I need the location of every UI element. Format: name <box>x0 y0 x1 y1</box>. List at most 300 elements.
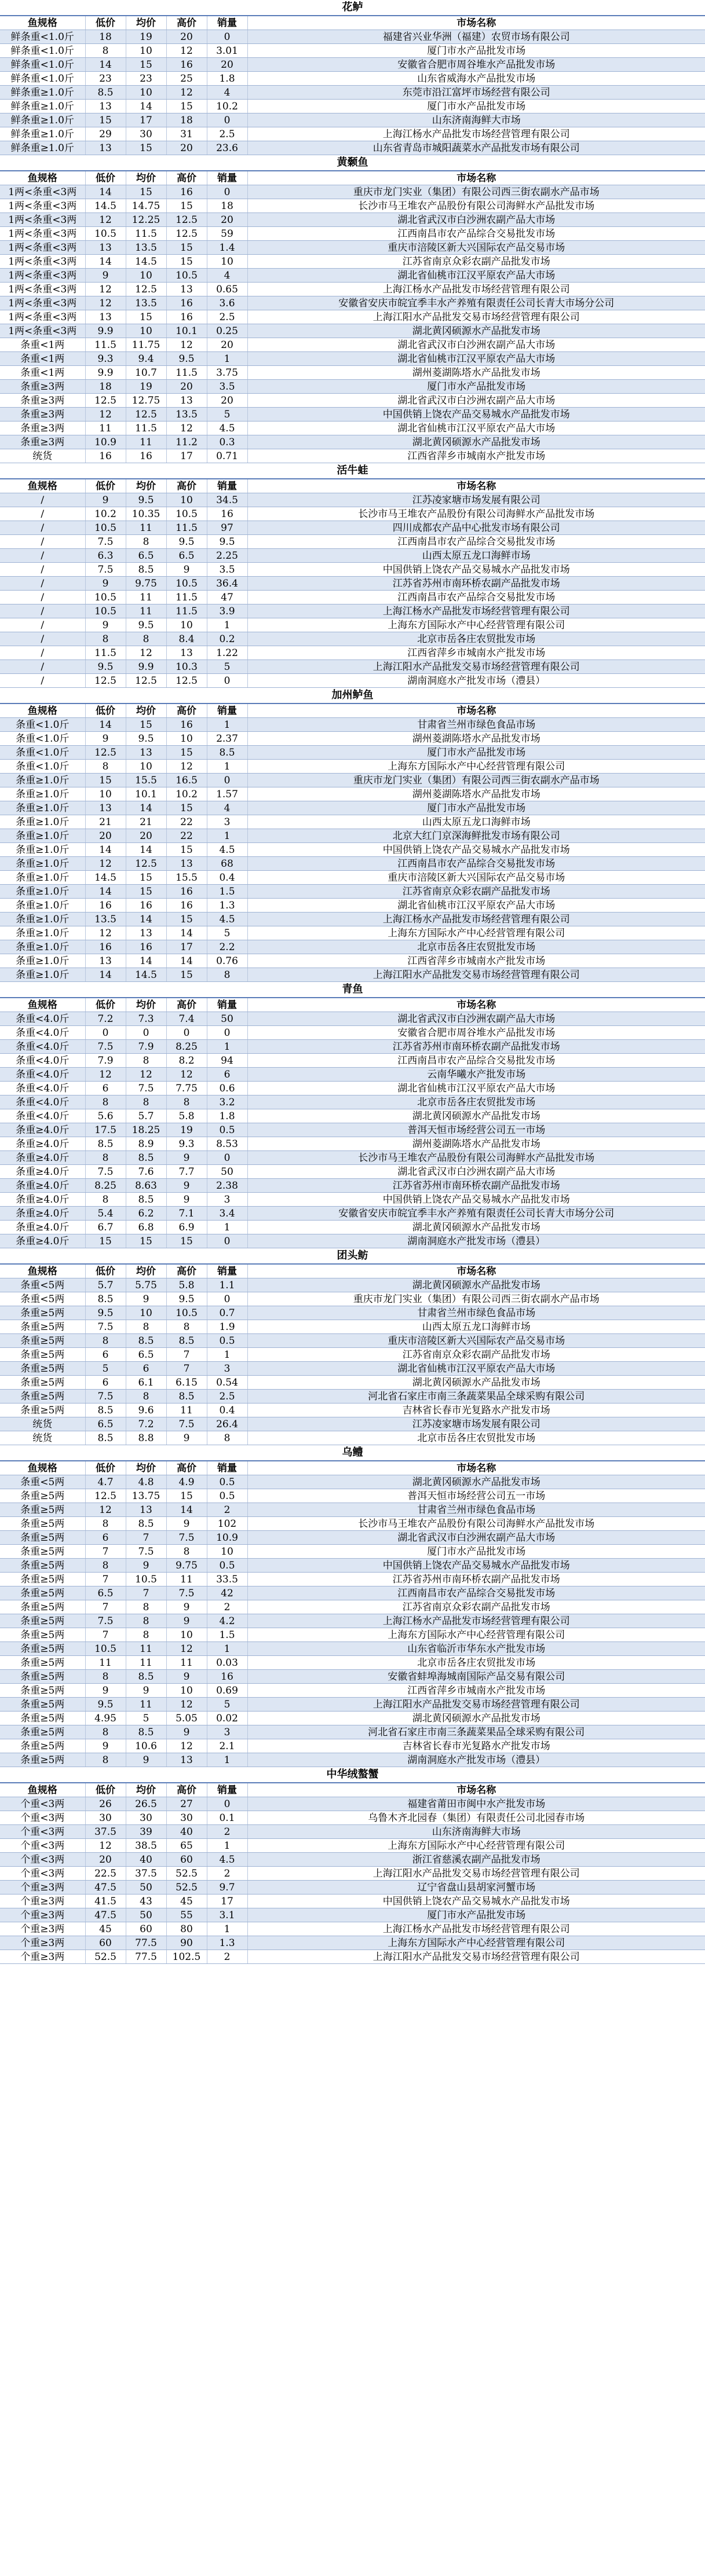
market-name: 山东济南海鲜大市场 <box>247 113 705 127</box>
low-price: 18 <box>85 380 126 394</box>
fish-spec: 条重<1两 <box>0 352 85 366</box>
avg-price: 7.2 <box>126 1417 166 1431</box>
sales-volume: 50 <box>207 1165 247 1179</box>
sales-volume: 2.2 <box>207 940 247 954</box>
sales-volume: 0.5 <box>207 1123 247 1137</box>
high-price: 15 <box>166 199 207 213</box>
high-price: 15 <box>166 241 207 255</box>
high-price: 40 <box>166 1825 207 1839</box>
sales-volume: 1.8 <box>207 1109 247 1123</box>
sales-volume: 8 <box>207 968 247 982</box>
low-price: 13 <box>85 241 126 255</box>
high-price: 9 <box>166 1431 207 1445</box>
table-row <box>0 1881 705 1895</box>
low-price: 8 <box>85 1753 126 1767</box>
low-price: 7.9 <box>85 1054 126 1068</box>
volume-header: 销量 <box>207 1264 247 1278</box>
market-name: 上海江阳水产品批发交易市场经营管理有限公司 <box>247 1698 705 1712</box>
table-row <box>0 255 705 269</box>
low-price-header: 低价 <box>85 479 126 493</box>
fish-spec: 1两<条重<3两 <box>0 324 85 338</box>
low-price: 7.5 <box>85 1320 126 1334</box>
table-row <box>0 1656 705 1670</box>
table-row <box>0 1234 705 1248</box>
market-name: 安徽省蚌埠海城南国际产品交易有限公司 <box>247 1670 705 1684</box>
fish-spec: 鲜条重≥1.0斤 <box>0 127 85 141</box>
sales-volume: 0.69 <box>207 1684 247 1698</box>
high-price: 55 <box>166 1908 207 1922</box>
low-price: 10.9 <box>85 435 126 449</box>
header-row <box>0 479 705 493</box>
fish-spec: / <box>0 507 85 521</box>
sales-volume: 5 <box>207 660 247 674</box>
low-price: 9 <box>85 1739 126 1753</box>
market-name: 重庆市涪陵区新大兴国际农产品交易市场 <box>247 241 705 255</box>
table-row <box>0 1614 705 1628</box>
avg-price: 16 <box>126 940 166 954</box>
fish-spec: 条重≥5两 <box>0 1586 85 1600</box>
sales-volume: 5 <box>207 408 247 422</box>
sales-volume: 59 <box>207 227 247 241</box>
high-price: 12.5 <box>166 674 207 688</box>
table-row <box>0 1853 705 1867</box>
table-row <box>0 774 705 787</box>
market-name: 湖北黄冈硕源水产品批发市场 <box>247 1278 705 1292</box>
avg-price: 10 <box>126 760 166 774</box>
avg-price: 13.5 <box>126 296 166 310</box>
market-name: 江苏凌家塘市场发展有限公司 <box>247 493 705 507</box>
sales-volume: 9.5 <box>207 535 247 549</box>
table-row <box>0 185 705 199</box>
fish-spec: 1两<条重<3两 <box>0 227 85 241</box>
high-price: 8.25 <box>166 1040 207 1054</box>
avg-price: 12.25 <box>126 213 166 227</box>
market-name: 江苏省南京众彩农副产品批发市场 <box>247 1348 705 1362</box>
table-row <box>0 926 705 940</box>
market-name: 河北省石家庄市南三条蔬菜果品全球采购有限公司 <box>247 1725 705 1739</box>
table-row <box>0 1545 705 1559</box>
low-price: 13 <box>85 141 126 155</box>
fish-spec: / <box>0 521 85 535</box>
fish-spec: 1两<条重<3两 <box>0 269 85 283</box>
fish-spec: 条重<1.0斤 <box>0 746 85 760</box>
avg-price: 6.5 <box>126 549 166 563</box>
sales-volume: 0 <box>207 774 247 787</box>
table-row <box>0 1670 705 1684</box>
market-name: 湖北省武汉市白沙洲农副产品大市场 <box>247 1012 705 1026</box>
market-name: 江西省萍乡市城南水产批发市场 <box>247 449 705 463</box>
volume-header: 销量 <box>207 479 247 493</box>
market-name: 重庆市龙门实业（集团）有限公司西三街农副水产品市场 <box>247 774 705 787</box>
avg-price: 15 <box>126 1234 166 1248</box>
sales-volume: 3.2 <box>207 1095 247 1109</box>
table-row <box>0 718 705 732</box>
high-price: 15 <box>166 255 207 269</box>
avg-price: 77.5 <box>126 1936 166 1950</box>
sales-volume: 4 <box>207 801 247 815</box>
low-price: 9.5 <box>85 660 126 674</box>
market-name: 厦门市水产品批发市场 <box>247 380 705 394</box>
fish-spec: 条重≥5两 <box>0 1306 85 1320</box>
market-name: 上海江杨水产品批发市场经营管理有限公司 <box>247 283 705 296</box>
market-name: 上海江杨水产品批发市场经营管理有限公司 <box>247 604 705 618</box>
sales-volume: 4.5 <box>207 913 247 926</box>
table-row <box>0 646 705 660</box>
low-price: 10.5 <box>85 1642 126 1656</box>
fish-spec: 条重<1.0斤 <box>0 732 85 746</box>
table-row <box>0 310 705 324</box>
section-title: 加州鲈鱼 <box>0 688 705 704</box>
avg-price: 14.5 <box>126 255 166 269</box>
low-price: 13 <box>85 310 126 324</box>
high-price: 16 <box>166 899 207 913</box>
market-name: 安徽省安庆市皖宜季丰水产养殖有限责任公司长青大市场分公司 <box>247 296 705 310</box>
avg-price: 15 <box>126 718 166 732</box>
market-name: 重庆市龙门实业（集团）有限公司西三街农副水产品市场 <box>247 1292 705 1306</box>
market-name: 福建省莆田市闽中水产批发市场 <box>247 1797 705 1811</box>
high-price: 8.5 <box>166 1334 207 1348</box>
market-name: 湖北黄冈硕源水产品批发市场 <box>247 324 705 338</box>
market-name: 山西太原五龙口海鲜市场 <box>247 815 705 829</box>
header-row <box>0 16 705 30</box>
sales-volume: 0.7 <box>207 1306 247 1320</box>
high-price: 9 <box>166 563 207 577</box>
high-price: 15 <box>166 746 207 760</box>
avg-price: 9 <box>126 1292 166 1306</box>
market-name: 江西省萍乡市城南水产批发市场 <box>247 954 705 968</box>
fish-spec: 条重≥5两 <box>0 1670 85 1684</box>
sales-volume: 3.4 <box>207 1207 247 1221</box>
low-price: 5 <box>85 1362 126 1376</box>
section-title-row <box>0 982 705 998</box>
market-name: 北京市岳各庄农贸批发市场 <box>247 1656 705 1670</box>
low-price: 15 <box>85 1234 126 1248</box>
high-price: 12 <box>166 338 207 352</box>
high-price: 11 <box>166 1573 207 1586</box>
market-name: 中国供销上饶农产品交易城水产品批发市场 <box>247 1895 705 1908</box>
market-name: 湖北黄冈硕源水产品批发市场 <box>247 1221 705 1234</box>
market-name-header: 市场名称 <box>247 998 705 1012</box>
fish-spec: / <box>0 563 85 577</box>
high-price: 12 <box>166 1739 207 1753</box>
sales-volume: 4.5 <box>207 843 247 857</box>
fish-spec: / <box>0 591 85 604</box>
high-price: 16 <box>166 718 207 732</box>
avg-price: 15 <box>126 185 166 199</box>
low-price: 13 <box>85 100 126 113</box>
fish-spec: 条重≥1.0斤 <box>0 774 85 787</box>
avg-price: 8.9 <box>126 1137 166 1151</box>
market-name: 江西南昌市农产品综合交易批发市场 <box>247 535 705 549</box>
high-price: 11.5 <box>166 604 207 618</box>
table-row <box>0 1950 705 1964</box>
high-price: 14 <box>166 1503 207 1517</box>
sales-volume: 0 <box>207 113 247 127</box>
high-price: 60 <box>166 1853 207 1867</box>
sales-volume: 0 <box>207 1026 247 1040</box>
low-price: 12 <box>85 283 126 296</box>
table-row <box>0 449 705 463</box>
table-row <box>0 1362 705 1376</box>
fish-spec: 条重≥5两 <box>0 1362 85 1376</box>
market-name: 长沙市马王堆农产品股份有限公司海鲜水产品批发市场 <box>247 1517 705 1531</box>
table-row <box>0 1503 705 1517</box>
high-price: 10 <box>166 732 207 746</box>
fish-spec: 鲜条重<1.0斤 <box>0 72 85 86</box>
low-price-header: 低价 <box>85 1264 126 1278</box>
table-row <box>0 604 705 618</box>
market-name: 普洱天恒市场经营公司五一市场 <box>247 1123 705 1137</box>
market-name: 北京市岳各庄农贸批发市场 <box>247 1431 705 1445</box>
avg-price: 7.5 <box>126 1545 166 1559</box>
fish-spec: 条重≥1.0斤 <box>0 968 85 982</box>
sales-volume: 10 <box>207 255 247 269</box>
avg-price: 40 <box>126 1853 166 1867</box>
avg-price: 9 <box>126 1559 166 1573</box>
low-price: 12 <box>85 857 126 871</box>
fish-spec: 条重<4.0斤 <box>0 1012 85 1026</box>
low-price: 5.6 <box>85 1109 126 1123</box>
fish-spec: 条重≥5两 <box>0 1614 85 1628</box>
table-row <box>0 1573 705 1586</box>
high-price: 80 <box>166 1922 207 1936</box>
low-price: 9 <box>85 577 126 591</box>
fish-spec: 条重≥4.0斤 <box>0 1179 85 1193</box>
avg-price: 15 <box>126 871 166 885</box>
fish-spec: 个重≥3两 <box>0 1922 85 1936</box>
fish-spec: 个重<3两 <box>0 1825 85 1839</box>
table-row <box>0 1179 705 1193</box>
table-row <box>0 899 705 913</box>
high-price: 7.5 <box>166 1531 207 1545</box>
table-row <box>0 338 705 352</box>
fish-spec: 个重<3两 <box>0 1811 85 1825</box>
volume-header: 销量 <box>207 998 247 1012</box>
avg-price: 6 <box>126 1362 166 1376</box>
table-row <box>0 283 705 296</box>
low-price: 14.5 <box>85 199 126 213</box>
avg-price: 10 <box>126 269 166 283</box>
table-row <box>0 1698 705 1712</box>
low-price: 12 <box>85 213 126 227</box>
table-row <box>0 1839 705 1853</box>
avg-price: 13 <box>126 1503 166 1517</box>
volume-header: 销量 <box>207 703 247 718</box>
low-price: 30 <box>85 1811 126 1825</box>
low-price: 6 <box>85 1082 126 1095</box>
high-price: 10.5 <box>166 1306 207 1320</box>
low-price: 8 <box>85 1193 126 1207</box>
market-name: 吉林省长春市光复路水产批发市场 <box>247 1404 705 1417</box>
avg-price: 9.9 <box>126 660 166 674</box>
low-price: 11.5 <box>85 646 126 660</box>
high-price: 9 <box>166 1670 207 1684</box>
high-price: 25 <box>166 72 207 86</box>
avg-price: 14 <box>126 801 166 815</box>
fish-spec: 条重≥5两 <box>0 1320 85 1334</box>
table-row <box>0 199 705 213</box>
high-price: 8.2 <box>166 1054 207 1068</box>
table-row <box>0 913 705 926</box>
sales-volume: 0.5 <box>207 1475 247 1489</box>
low-price: 12 <box>85 1503 126 1517</box>
high-price-header: 高价 <box>166 1783 207 1797</box>
sales-volume: 0.25 <box>207 324 247 338</box>
fish-spec: 条重<5两 <box>0 1292 85 1306</box>
avg-price: 30 <box>126 1811 166 1825</box>
market-name: 山西太原五龙口海鲜市场 <box>247 1320 705 1334</box>
avg-price: 4.8 <box>126 1475 166 1489</box>
fish-spec: 条重<1两 <box>0 338 85 352</box>
avg-price: 8.5 <box>126 1151 166 1165</box>
high-price: 16 <box>166 885 207 899</box>
avg-price: 16 <box>126 449 166 463</box>
sales-volume: 2 <box>207 1600 247 1614</box>
sales-volume: 0 <box>207 185 247 199</box>
avg-price: 10.35 <box>126 507 166 521</box>
market-name: 普洱天恒市场经营公司五一市场 <box>247 1489 705 1503</box>
market-name: 四川成都农产品中心批发市场有限公司 <box>247 521 705 535</box>
table-row <box>0 380 705 394</box>
low-price: 6.3 <box>85 549 126 563</box>
table-row <box>0 760 705 774</box>
header-row <box>0 1461 705 1475</box>
table-row <box>0 1811 705 1825</box>
table-row <box>0 1348 705 1362</box>
avg-price: 11 <box>126 1656 166 1670</box>
market-name: 湖北省仙桃市江汉平原农产品大市场 <box>247 269 705 283</box>
high-price: 12 <box>166 86 207 100</box>
high-price: 5.8 <box>166 1278 207 1292</box>
market-name: 湖北黄冈硕源水产品批发市场 <box>247 1376 705 1390</box>
sales-volume: 2 <box>207 1503 247 1517</box>
sales-volume: 1 <box>207 1348 247 1362</box>
high-price: 6.15 <box>166 1376 207 1390</box>
market-name: 湖北省仙桃市江汉平原农产品大市场 <box>247 1082 705 1095</box>
market-name: 上海江杨水产品批发市场经营管理有限公司 <box>247 913 705 926</box>
low-price: 47.5 <box>85 1908 126 1922</box>
avg-price: 7 <box>126 1531 166 1545</box>
high-price: 9 <box>166 1614 207 1628</box>
sales-volume: 1.4 <box>207 241 247 255</box>
avg-price: 50 <box>126 1908 166 1922</box>
high-price: 15 <box>166 100 207 113</box>
high-price: 13.5 <box>166 408 207 422</box>
fish-spec: 条重≥5两 <box>0 1531 85 1545</box>
market-name: 湖北黄冈硕源水产品批发市场 <box>247 1712 705 1725</box>
high-price: 4.9 <box>166 1475 207 1489</box>
sales-volume: 2.37 <box>207 732 247 746</box>
table-row <box>0 1797 705 1811</box>
market-name: 北京市岳各庄农贸批发市场 <box>247 940 705 954</box>
market-name: 湖州菱湖陈塔水产品批发市场 <box>247 732 705 746</box>
low-price: 4.7 <box>85 1475 126 1489</box>
low-price: 7 <box>85 1573 126 1586</box>
table-row <box>0 113 705 127</box>
table-row <box>0 1431 705 1445</box>
high-price: 10 <box>166 618 207 632</box>
high-price: 9.75 <box>166 1559 207 1573</box>
market-name: 湖北省武汉市白沙洲农副产品大市场 <box>247 213 705 227</box>
market-name: 湖北省武汉市白沙洲农副产品大市场 <box>247 1531 705 1545</box>
high-price: 17 <box>166 449 207 463</box>
table-row <box>0 732 705 746</box>
fish-spec: 1两<条重<3两 <box>0 296 85 310</box>
avg-price: 18.25 <box>126 1123 166 1137</box>
avg-price: 9.75 <box>126 577 166 591</box>
low-price: 12.5 <box>85 394 126 408</box>
fish-spec: 条重≥5两 <box>0 1376 85 1390</box>
high-price: 22 <box>166 815 207 829</box>
fish-spec: / <box>0 549 85 563</box>
avg-price: 50 <box>126 1881 166 1895</box>
avg-price: 10 <box>126 324 166 338</box>
market-name: 江苏省苏州市南环桥农副产品批发市场 <box>247 1040 705 1054</box>
sales-volume: 68 <box>207 857 247 871</box>
low-price: 7.2 <box>85 1012 126 1026</box>
market-name: 湖北省武汉市白沙洲农副产品大市场 <box>247 1165 705 1179</box>
high-price-header: 高价 <box>166 171 207 185</box>
sales-volume: 36.4 <box>207 577 247 591</box>
low-price: 8.5 <box>85 1137 126 1151</box>
high-price: 13 <box>166 857 207 871</box>
market-name: 上海东方国际水产中心经营管理有限公司 <box>247 760 705 774</box>
avg-price: 30 <box>126 127 166 141</box>
low-price: 8 <box>85 1725 126 1739</box>
high-price: 9 <box>166 1725 207 1739</box>
section-title: 花鲈 <box>0 0 705 16</box>
fish-spec: 条重≥1.0斤 <box>0 940 85 954</box>
avg-price: 5.7 <box>126 1109 166 1123</box>
header-row <box>0 1264 705 1278</box>
high-price: 30 <box>166 1811 207 1825</box>
sales-volume: 17 <box>207 1895 247 1908</box>
high-price: 10.5 <box>166 577 207 591</box>
market-name: 湖南洞庭水产批发市场（澧县） <box>247 674 705 688</box>
avg-price: 10.5 <box>126 1573 166 1586</box>
sales-volume: 1.8 <box>207 72 247 86</box>
market-name: 湖南洞庭水产批发市场（澧县） <box>247 1234 705 1248</box>
sales-volume: 0.6 <box>207 1082 247 1095</box>
fish-spec: 条重≥1.0斤 <box>0 829 85 843</box>
fish-spec: 条重≥3两 <box>0 394 85 408</box>
market-name: 山东济南海鲜大市场 <box>247 1825 705 1839</box>
avg-price-header: 均价 <box>126 1783 166 1797</box>
low-price: 9 <box>85 732 126 746</box>
header-row <box>0 998 705 1012</box>
market-name: 上海东方国际水产中心经营管理有限公司 <box>247 1628 705 1642</box>
market-name-header: 市场名称 <box>247 171 705 185</box>
fish-spec: 条重≥5两 <box>0 1628 85 1642</box>
table-row <box>0 1292 705 1306</box>
fish-spec: / <box>0 604 85 618</box>
spec-header: 鱼规格 <box>0 1461 85 1475</box>
high-price: 10 <box>166 1628 207 1642</box>
high-price: 13 <box>166 394 207 408</box>
low-price-header: 低价 <box>85 1783 126 1797</box>
avg-price: 37.5 <box>126 1867 166 1881</box>
low-price: 12 <box>85 408 126 422</box>
table-row <box>0 940 705 954</box>
avg-price: 11 <box>126 1642 166 1656</box>
fish-spec: 个重<3两 <box>0 1853 85 1867</box>
table-row <box>0 213 705 227</box>
fish-spec: / <box>0 577 85 591</box>
sales-volume: 4 <box>207 86 247 100</box>
low-price: 14 <box>85 255 126 269</box>
table-row <box>0 674 705 688</box>
market-name: 厦门市水产品批发市场 <box>247 44 705 58</box>
